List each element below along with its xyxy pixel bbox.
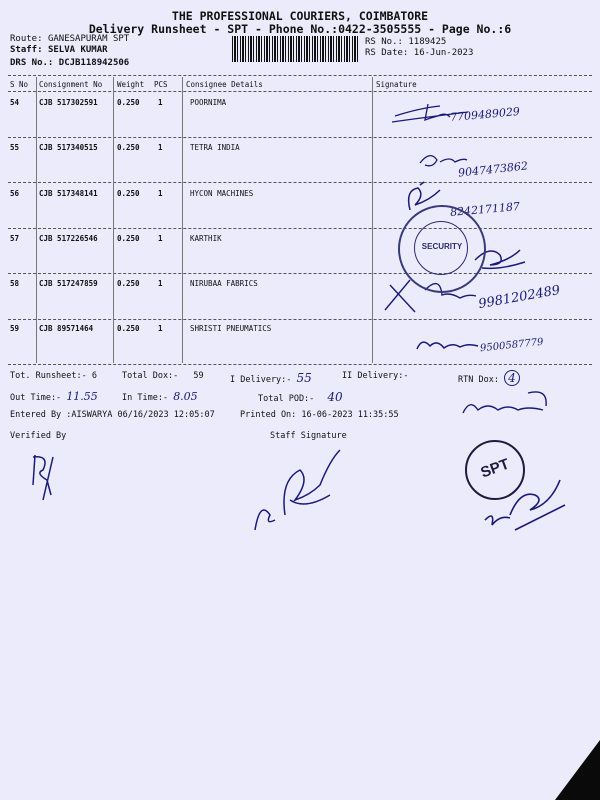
- col-header-weight: Weight: [117, 80, 145, 89]
- rs-no-label: RS No.:: [365, 37, 403, 47]
- cell-consignment: CJB 517340515: [39, 143, 98, 152]
- total-pod-handwritten: 40: [327, 390, 343, 404]
- row-divider: [8, 228, 592, 229]
- handwritten-phone: 8242171187: [449, 199, 521, 220]
- cell-consignee: POORNIMA: [190, 98, 227, 107]
- staff-signature-label: Staff Signature: [270, 431, 347, 441]
- printed-on: Printed On: 16-06-2023 11:35:55: [240, 410, 399, 420]
- cell-consignee: SHRISTI PNEUMATICS: [190, 324, 272, 333]
- in-time-handwritten: 8.05: [173, 390, 198, 403]
- cell-sno: 56: [10, 189, 20, 198]
- cell-pcs: 1: [158, 143, 163, 152]
- cell-consignee: KARTHIK: [190, 234, 222, 243]
- total-dox-value: 59: [193, 371, 204, 381]
- rs-no-value: 1189425: [408, 37, 447, 47]
- cell-weight: 0.250: [117, 98, 140, 107]
- staff-label: Staff:: [10, 45, 43, 55]
- row-divider: [8, 137, 592, 138]
- entered-by: Entered By :AISWARYA 06/16/2023 12:05:07: [10, 410, 215, 420]
- cell-sno: 58: [10, 279, 20, 288]
- i-delivery-handwritten: 55: [296, 371, 312, 385]
- security-stamp-text: SECURITY: [421, 242, 463, 251]
- cell-pcs: 1: [158, 279, 163, 288]
- document-title: THE PROFESSIONAL COURIERS, COIMBATORE: [171, 9, 429, 23]
- out-time-handwritten: 11.55: [66, 390, 98, 403]
- cell-consignee: HYCON MACHINES: [190, 189, 254, 198]
- cell-weight: 0.250: [117, 189, 140, 198]
- col-header-signature: Signature: [376, 80, 417, 89]
- out-time: [10, 390, 98, 403]
- in-time-label: In Time:-: [122, 393, 169, 403]
- cell-pcs: 1: [158, 189, 163, 198]
- route-line: [10, 34, 129, 44]
- cell-consignee: NIRUBAA FABRICS: [190, 279, 258, 288]
- cell-consignment: CJB 89571464: [39, 324, 94, 333]
- security-stamp: [398, 205, 486, 293]
- barcode: [232, 36, 360, 62]
- drs-value: DCJB118942506: [58, 58, 130, 68]
- rtn-dox-label: RTN Dox:: [458, 375, 499, 385]
- cell-weight: 0.250: [117, 143, 140, 152]
- staff-value: SELVA KUMAR: [47, 45, 108, 55]
- col-header-consignment: Consignment No: [39, 80, 103, 89]
- handwritten-phone: 9500587779: [479, 336, 545, 355]
- col-header-pcs: PCS: [154, 80, 168, 89]
- cell-pcs: 1: [158, 324, 163, 333]
- staff-line: [10, 45, 108, 55]
- document-subtitle: Delivery Runsheet - SPT - Phone No.:0422-3505555 - Page No.:6: [88, 22, 512, 36]
- cell-weight: 0.250: [117, 324, 140, 333]
- i-delivery-label: I Delivery:-: [230, 375, 292, 385]
- total-dox: [122, 371, 204, 381]
- cell-consignment: CJB 517247859: [39, 279, 98, 288]
- tot-runsheet: Tot. Runsheet:- 6: [10, 371, 97, 381]
- rs-date-line: [365, 48, 473, 58]
- cell-consignment: CJB 517302591: [39, 98, 98, 107]
- scan-shadow-corner: [555, 740, 600, 800]
- handwritten-phone: 7709489029: [449, 104, 521, 125]
- verified-signature-scribble: [25, 445, 65, 505]
- total-dox-label: Total Dox:-: [122, 371, 179, 381]
- col-header-consignee: Consignee Details: [186, 80, 263, 89]
- cell-pcs: 1: [158, 234, 163, 243]
- signature-scribble: [390, 98, 470, 128]
- spt-signature-scribble: [480, 460, 570, 535]
- verified-by-label: Verified By: [10, 431, 67, 441]
- rs-no-line: [365, 37, 446, 47]
- cell-sno: 59: [10, 324, 20, 333]
- column-divider: [36, 77, 37, 363]
- staff-signature-scribble: [250, 440, 350, 535]
- cell-weight: 0.250: [117, 279, 140, 288]
- ii-delivery-label: II Delivery:-: [342, 371, 409, 381]
- handwritten-phone: 9047473862: [457, 159, 529, 180]
- rs-date-value: 16-Jun-2023: [413, 48, 474, 58]
- rtn-dox-handwritten: 4: [504, 370, 520, 386]
- table-bottom-rule: [8, 364, 592, 365]
- table-header-rule: [8, 91, 592, 92]
- route-value: GANESAPURAM SPT: [47, 34, 130, 44]
- route-label: Route:: [10, 34, 43, 44]
- column-divider: [372, 77, 373, 363]
- rtn-dox: [458, 371, 520, 385]
- table-top-rule: [8, 75, 592, 76]
- column-divider: [113, 77, 114, 363]
- cell-sno: 54: [10, 98, 20, 107]
- cell-sno: 55: [10, 143, 20, 152]
- drs-line: [10, 58, 129, 68]
- cell-pcs: 1: [158, 98, 163, 107]
- spt-stamp-text: SPT: [478, 455, 512, 482]
- cell-sno: 57: [10, 234, 20, 243]
- rtn-signature-scribble: [458, 388, 558, 428]
- cell-consignee: TETRA INDIA: [190, 143, 240, 152]
- i-delivery: [230, 371, 312, 385]
- in-time: [122, 390, 198, 403]
- cell-consignment: CJB 517226546: [39, 234, 98, 243]
- out-time-label: Out Time:-: [10, 393, 62, 403]
- col-header-sno: S No: [10, 80, 29, 89]
- row-divider: [8, 319, 592, 320]
- row-divider: [8, 182, 592, 183]
- signature-scribble: [412, 334, 482, 359]
- column-divider: [182, 77, 183, 363]
- cell-weight: 0.250: [117, 234, 140, 243]
- total-pod: [258, 390, 343, 404]
- rs-date-label: RS Date:: [365, 48, 409, 58]
- drs-label: DRS No.:: [10, 58, 54, 68]
- cell-consignment: CJB 517348141: [39, 189, 98, 198]
- handwritten-phone: 9981202489: [477, 282, 562, 313]
- total-pod-label: Total POD:-: [258, 394, 315, 404]
- signature-scribble: [415, 148, 475, 178]
